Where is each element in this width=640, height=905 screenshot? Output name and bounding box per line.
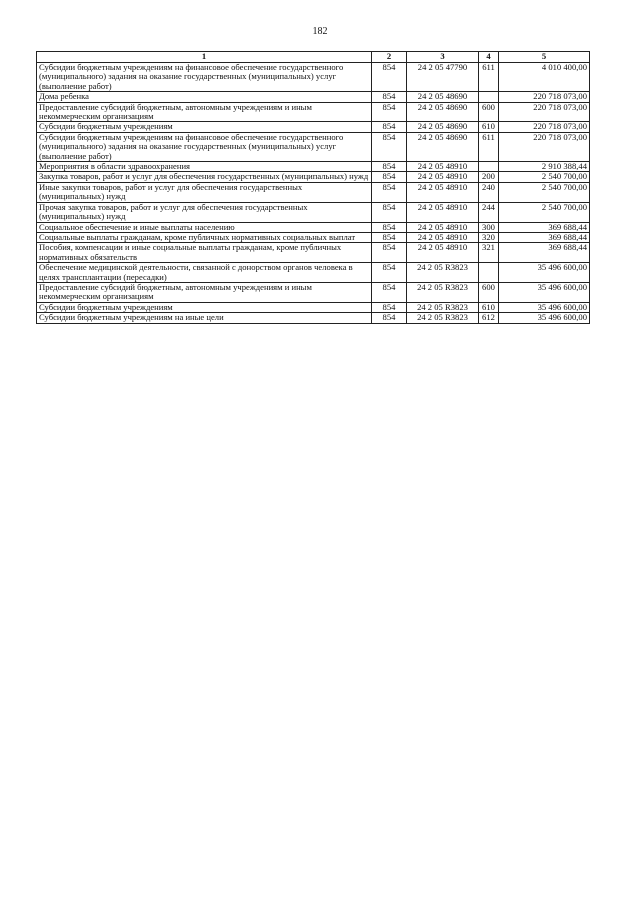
table-row: [37, 243, 590, 263]
row-amount-cell: 369 688,44: [499, 232, 590, 242]
row-name-cell: Субсидии бюджетным учреждениям: [37, 122, 372, 132]
row-code-cell: 854: [372, 302, 407, 312]
row-code-cell: 854: [372, 162, 407, 172]
table-row: [37, 222, 590, 232]
table-row: [37, 232, 590, 242]
table-header-row: [37, 52, 590, 63]
row-article-cell: 24 2 05 48910: [407, 243, 479, 263]
row-code-cell: 854: [372, 202, 407, 222]
row-name-cell: Субсидии бюджетным учреждениям на финансовое обеспечение государственного (муниципального) задания на оказание государственных (муниципальных) услуг (выполнение работ): [37, 132, 372, 161]
row-type-cell: [479, 263, 499, 283]
budget-table: [36, 51, 590, 324]
row-amount-cell: 35 496 600,00: [499, 263, 590, 283]
row-amount-cell: 369 688,44: [499, 222, 590, 232]
row-code-cell: 854: [372, 122, 407, 132]
row-name-cell: Предоставление субсидий бюджетным, автономным учреждениям и иным некоммерческим организациям: [37, 282, 372, 302]
column-header-4: 4: [479, 52, 499, 63]
row-type-cell: 240: [479, 182, 499, 202]
row-article-cell: 24 2 05 48690: [407, 132, 479, 161]
row-article-cell: 24 2 05 R3823: [407, 282, 479, 302]
row-name-cell: Субсидии бюджетным учреждениям на финансовое обеспечение государственного (муниципального) задания на оказание государственных (муниципальных) услуг (выполнение работ): [37, 63, 372, 92]
row-article-cell: 24 2 05 48910: [407, 182, 479, 202]
row-type-cell: [479, 92, 499, 102]
row-amount-cell: 2 540 700,00: [499, 182, 590, 202]
column-header-3: 3: [407, 52, 479, 63]
row-article-cell: 24 2 05 47790: [407, 63, 479, 92]
row-amount-cell: 369 688,44: [499, 243, 590, 263]
row-amount-cell: 220 718 073,00: [499, 92, 590, 102]
row-article-cell: 24 2 05 48910: [407, 172, 479, 182]
row-amount-cell: 35 496 600,00: [499, 282, 590, 302]
row-name-cell: Обеспечение медицинской деятельности, связанной с донорством органов человека в целях трансплантации (пересадки): [37, 263, 372, 283]
table-row: [37, 92, 590, 102]
row-amount-cell: 2 540 700,00: [499, 172, 590, 182]
row-code-cell: 854: [372, 102, 407, 122]
row-code-cell: 854: [372, 132, 407, 161]
row-name-cell: Субсидии бюджетным учреждениям: [37, 302, 372, 312]
page-number: 182: [312, 26, 328, 37]
table-row: [37, 132, 590, 161]
row-type-cell: 600: [479, 102, 499, 122]
row-name-cell: Субсидии бюджетным учреждениям на иные цели: [37, 313, 372, 323]
row-type-cell: [479, 162, 499, 172]
row-article-cell: 24 2 05 48910: [407, 202, 479, 222]
row-article-cell: 24 2 05 48910: [407, 232, 479, 242]
table-row: [37, 172, 590, 182]
row-code-cell: 854: [372, 92, 407, 102]
row-name-cell: Предоставление субсидий бюджетным, автономным учреждениям и иным некоммерческим организациям: [37, 102, 372, 122]
row-name-cell: Социальные выплаты гражданам, кроме публичных нормативных социальных выплат: [37, 232, 372, 242]
row-code-cell: 854: [372, 243, 407, 263]
row-name-cell: Закупка товаров, работ и услуг для обеспечения государственных (муниципальных) нужд: [37, 172, 372, 182]
row-code-cell: 854: [372, 222, 407, 232]
row-amount-cell: 220 718 073,00: [499, 122, 590, 132]
row-amount-cell: 220 718 073,00: [499, 132, 590, 161]
row-name-cell: Мероприятия в области здравоохранения: [37, 162, 372, 172]
row-type-cell: 610: [479, 302, 499, 312]
row-name-cell: Социальное обеспечение и иные выплаты населению: [37, 222, 372, 232]
table-row: [37, 313, 590, 323]
row-code-cell: 854: [372, 313, 407, 323]
row-type-cell: 200: [479, 172, 499, 182]
row-name-cell: Дома ребенка: [37, 92, 372, 102]
row-amount-cell: 4 010 400,00: [499, 63, 590, 92]
row-article-cell: 24 2 05 48690: [407, 122, 479, 132]
row-code-cell: 854: [372, 172, 407, 182]
table-row: [37, 263, 590, 283]
row-name-cell: Иные закупки товаров, работ и услуг для обеспечения государственных (муниципальных) нужд: [37, 182, 372, 202]
column-header-5: 5: [499, 52, 590, 63]
row-type-cell: 611: [479, 63, 499, 92]
column-header-2: 2: [372, 52, 407, 63]
table-row: [37, 162, 590, 172]
table-row: [37, 102, 590, 122]
row-type-cell: 610: [479, 122, 499, 132]
row-code-cell: 854: [372, 232, 407, 242]
table-row: [37, 63, 590, 92]
row-code-cell: 854: [372, 263, 407, 283]
row-type-cell: 612: [479, 313, 499, 323]
row-article-cell: 24 2 05 48690: [407, 92, 479, 102]
row-name-cell: Прочая закупка товаров, работ и услуг для обеспечения государственных (муниципальных) нужд: [37, 202, 372, 222]
row-article-cell: 24 2 05 R3823: [407, 263, 479, 283]
row-name-cell: Пособия, компенсации и иные социальные выплаты гражданам, кроме публичных нормативных обязательств: [37, 243, 372, 263]
row-article-cell: 24 2 05 R3823: [407, 302, 479, 312]
row-type-cell: 321: [479, 243, 499, 263]
row-amount-cell: 35 496 600,00: [499, 313, 590, 323]
row-article-cell: 24 2 05 48690: [407, 102, 479, 122]
table-row: [37, 282, 590, 302]
table-body: [37, 63, 590, 324]
row-code-cell: 854: [372, 63, 407, 92]
row-article-cell: 24 2 05 R3823: [407, 313, 479, 323]
row-type-cell: 600: [479, 282, 499, 302]
table-row: [37, 182, 590, 202]
row-amount-cell: 2 910 388,44: [499, 162, 590, 172]
row-article-cell: 24 2 05 48910: [407, 222, 479, 232]
row-code-cell: 854: [372, 282, 407, 302]
row-article-cell: 24 2 05 48910: [407, 162, 479, 172]
table-row: [37, 202, 590, 222]
row-type-cell: 320: [479, 232, 499, 242]
row-amount-cell: 2 540 700,00: [499, 202, 590, 222]
row-amount-cell: 220 718 073,00: [499, 102, 590, 122]
table-row: [37, 302, 590, 312]
column-header-1: 1: [37, 52, 372, 63]
table-row: [37, 122, 590, 132]
row-type-cell: 611: [479, 132, 499, 161]
row-type-cell: 300: [479, 222, 499, 232]
row-type-cell: 244: [479, 202, 499, 222]
row-code-cell: 854: [372, 182, 407, 202]
row-amount-cell: 35 496 600,00: [499, 302, 590, 312]
